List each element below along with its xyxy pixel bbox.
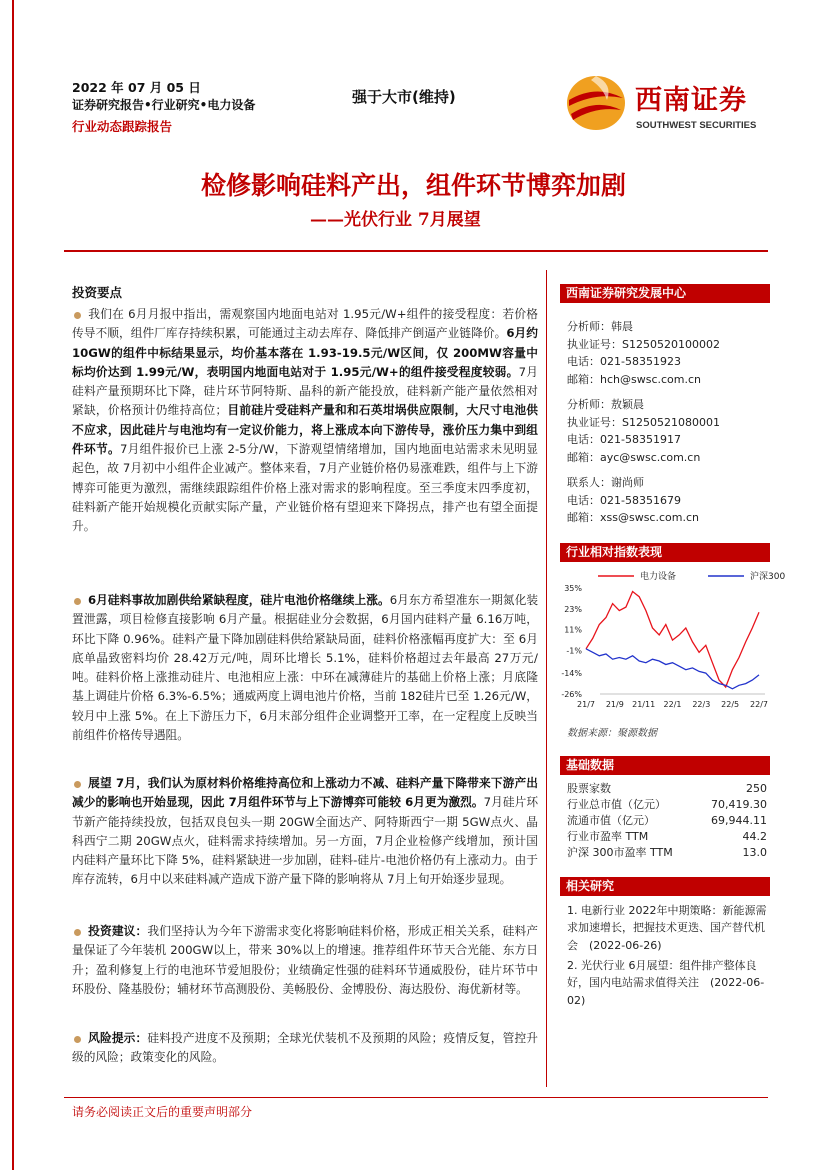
report-title: 检修影响硅料产出，组件环节博弈加剧	[200, 171, 626, 200]
rating: 强于大市(维持)	[352, 88, 456, 106]
contact-phone: 电话：021-58351679	[567, 494, 681, 507]
row-label: 行业市盈率 TTM	[567, 830, 649, 843]
table-row	[567, 828, 767, 844]
body-text: 硅料投产进度不及预期；全球光伏装机不及预期的风险；疫情反复，管控升级的风险；政策变化的风险。	[72, 1031, 538, 1065]
paragraph-2	[72, 591, 538, 745]
y-tick-label: -14%	[561, 669, 582, 679]
bold-text: 展望 7月，我们认为原材料价格维持高位和上涨动力不减、硅料产量下降带来下游产出减少的影响也开始显现，因此 7月组件环节与上下游博弈可能较 6月更为激烈。	[72, 776, 538, 810]
related-item-2[interactable]: 2. 光伏行业 6月展望：组件排产整体良好，国内电站需求值得关注 (2022-06-02)	[567, 959, 765, 1007]
paragraph-3	[72, 774, 538, 890]
analyst-1-email[interactable]: 邮箱：hch@swsc.com.cn	[567, 373, 702, 386]
paragraph-1	[72, 305, 538, 537]
row-value: 250	[746, 781, 767, 795]
column-divider	[546, 270, 547, 1087]
y-tick-label: 11%	[564, 625, 582, 635]
y-tick-label: -1%	[566, 646, 582, 656]
bold-text: 目前硅片受硅料产量和和石英坩埚供应限制，大尺寸电池供不应求，因此硅片与电池均有一定议价能力，将上涨成本向下游传导，涨价压力集中到组件环节。	[72, 403, 538, 457]
body-text: 7月组件报价已上涨 2-5分/W，下游观望情绪增加，国内地面电站需求未见明显起色，故 7月初中小组件企业减产。整体来看，7月产业链价格仍易涨难跌，组件与上下游博弈可能更为激烈，需继续跟踪组件价格上涨对需求的影响程度。至三季度末四季度初，硅料新产能开始规模化贡献实际产量，产业链价格有望迎来下降拐点，排产也有望全面提升。	[72, 442, 538, 534]
x-tick-label: 22/3	[692, 700, 711, 709]
contact-email[interactable]: 邮箱：xss@swsc.com.cn	[567, 511, 699, 524]
row-label: 行业总市值（亿元）	[567, 798, 666, 811]
divider-bottom	[64, 1097, 768, 1098]
footer-disclaimer: 请务必阅读正文后的重要声明部分	[72, 1105, 253, 1119]
analyst-1-license: 执业证号：S1250520100002	[567, 338, 720, 351]
basic-data-header: 基础数据	[560, 756, 770, 775]
body-text: 7月硅料产量预期环比下降，硅片环节阿特斯、晶科的新产能投放，硅料新产能产量依然相对紧缺，价格预计仍维持高位；	[72, 364, 538, 418]
bold-text: 投资建议：	[88, 924, 148, 938]
logo-text-en: SOUTHWEST SECURITIES	[636, 120, 757, 131]
report-subtitle: ——光伏行业 7月展望	[310, 210, 481, 230]
related-research-header: 相关研究	[560, 877, 770, 896]
row-label: 股票家数	[567, 782, 611, 795]
research-center-header: 西南证券研究发展中心	[560, 284, 770, 303]
row-value: 13.0	[742, 845, 767, 859]
table-row	[567, 812, 767, 828]
analyst-1-name: 分析师：韩晨	[567, 320, 633, 333]
x-tick-label: 22/5	[721, 700, 740, 709]
row-value: 69,944.11	[711, 813, 767, 827]
y-tick-label: 23%	[564, 604, 582, 614]
row-value: 44.2	[742, 829, 767, 843]
y-tick-label: 35%	[564, 584, 582, 593]
row-label: 沪深 300市盈率 TTM	[567, 846, 673, 859]
divider-top	[64, 250, 768, 252]
analyst-1-phone: 电话：021-58351923	[567, 355, 681, 368]
chart-data-source: 数据来源：聚源数据	[567, 728, 657, 739]
body-text: 我们在 6月月报中指出，需观察国内地面电站对 1.95元/W+组件的接受程度：若价格传导不顺，组件厂库存持续积累，可能通过主动去库存、降低排产倒逼产业链降价。	[72, 307, 538, 341]
body-text: 7月硅片环节新产能持续投放，包括双良包头一期 20GW全面达产、阿特斯西宁一期 5GW点火、晶科西宁二期 20GW点火，硅料需求持续增加。另一方面，7月企业检修产线增加，预计国内硅料产量环比下降 5%，硅料紧缺进一步加剧，硅料-硅片-电池价格仍有上涨动力。由于库存流转，6月中以来硅料减产造成下游产量下降的影响将从 7月上旬开始逐步显现。	[72, 795, 539, 887]
y-tick-label: -26%	[561, 690, 582, 699]
paragraph-4	[72, 922, 538, 999]
x-tick-label: 22/1	[663, 700, 682, 709]
index-chart	[560, 566, 786, 722]
x-tick-label: 21/9	[605, 700, 624, 709]
section-title: 投资要点	[72, 285, 123, 300]
legend-label: 电力设备	[640, 572, 677, 582]
x-tick-label: 21/7	[577, 700, 595, 709]
bold-text: 6月硅料事故加剧供给紧缺程度，硅片电池价格继续上涨。	[88, 593, 390, 607]
row-value: 70,419.30	[711, 797, 767, 811]
index-chart-header: 行业相对指数表现	[560, 543, 770, 562]
report-subtype: 行业动态跟踪报告	[72, 119, 173, 134]
row-label: 流通市值（亿元）	[567, 814, 655, 827]
analyst-2-email[interactable]: 邮箱：ayc@swsc.com.cn	[567, 451, 701, 464]
basic-data-table	[567, 780, 767, 860]
company-logo-icon	[563, 70, 629, 132]
paragraph-5	[72, 1029, 538, 1068]
contact-name: 联系人：谢尚师	[567, 476, 644, 489]
analyst-2-phone: 电话：021-58351917	[567, 433, 681, 446]
related-item-1[interactable]: 1. 电新行业 2022年中期策略：新能源需求加速增长，把握技术更迭、国产替代机会 (2022-06-26)	[567, 904, 767, 952]
bold-text: 风险提示：	[88, 1031, 148, 1045]
logo-text: 西南证券	[635, 85, 747, 116]
table-row	[567, 796, 767, 812]
analyst-2-license: 执业证号：S1250521080001	[567, 416, 720, 429]
table-row	[567, 844, 767, 860]
analyst-2-name: 分析师：敖颖晨	[567, 398, 644, 411]
report-type: 证券研究报告•行业研究•电力设备	[72, 98, 256, 112]
body-text: 我们坚持认为今年下游需求变化将影响硅料价格，形成正相关关系，硅料产量保证了今年装机 200GW以上，带来 30%以上的增速。推荐组件环节天合光能、东方日升；盈利修复上行的电池环节爱旭股份；业绩确定性强的硅料环节通威股份，硅片环节中环股份、隆基股份；辅材环节高测股份、美畅股份、金博股份、海达股份、海优新材等。	[72, 924, 538, 996]
x-tick-label: 21/11	[632, 700, 656, 709]
x-tick-label: 22/7	[750, 700, 768, 709]
series-line	[586, 592, 759, 688]
body-text: 6月东方希望准东一期氮化装置泄露，项目检修直接影响 6月产量。根据硅业分会数据，6月国内硅料产量 6.16万吨，环比下降 0.96%。硅料产量下降加剧硅料供给紧缺局面，硅料价格涨幅再度扩大：至 6月底单晶致密料均价 28.42万元/吨，周环比增长 5.1%，硅料价格超过去年最高 27万元/吨。硅料价格上涨推动硅片、电池相应上涨：中环在减薄硅片的基础上价格上涨；月底隆基上调硅片价格 6.3%-6.5%；通威两度上调电池片价格，当前 182硅片已至 1.26元/W，较月中上涨 5%。在上下游压力下，6月末部分组件企业调整开工率，在一定程度上反映当前组件价格传导遇阻。	[72, 593, 539, 743]
report-date: 2022 年 07 月 05 日	[72, 80, 201, 95]
table-row	[567, 780, 767, 796]
bold-text: 6月约 10GW的组件中标结果显示，均价基本落在 1.93-19.5元/W区间，仅 200MW容量中标均价达到 1.99元/W，表明国内地面电站对于 1.95元/W+的组件接受程度较弱。	[72, 326, 538, 379]
legend-label: 沪深300	[750, 572, 786, 582]
